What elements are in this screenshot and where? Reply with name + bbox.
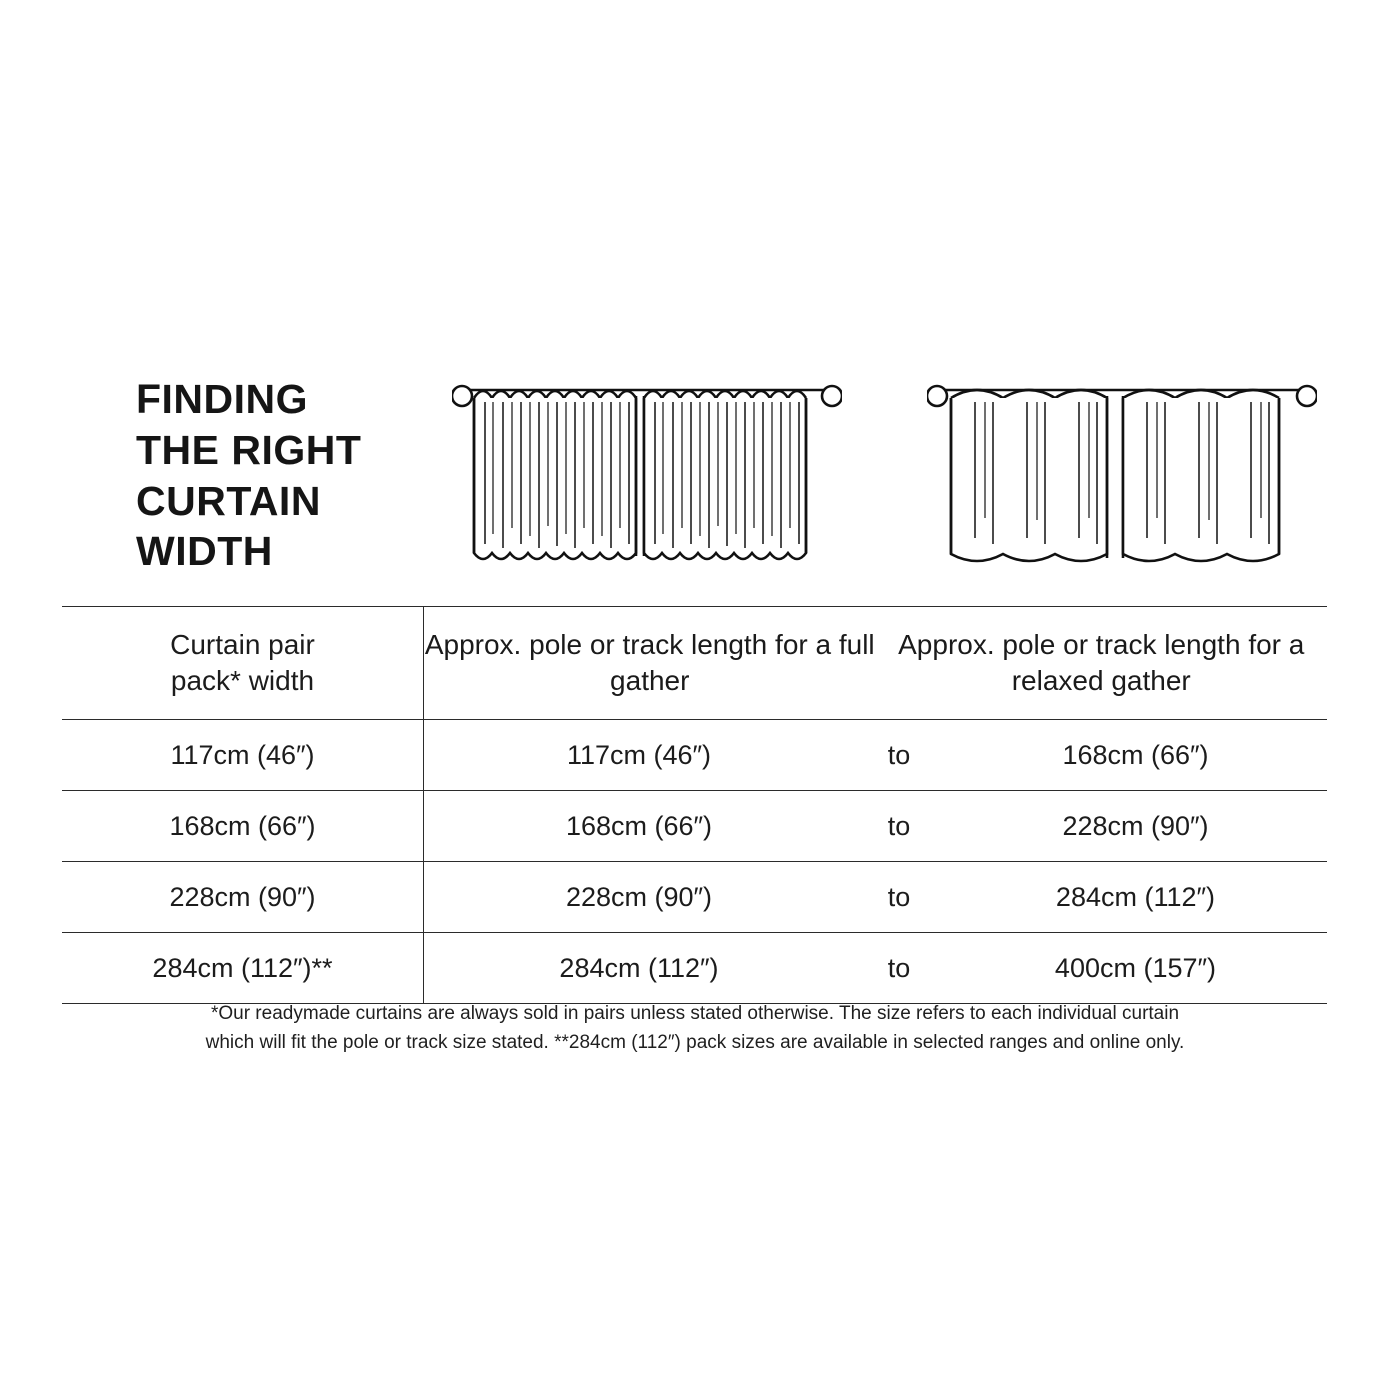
header-gather-columns xyxy=(424,607,1327,719)
illustrations xyxy=(392,362,1327,583)
header-pack-width xyxy=(62,607,424,719)
cell-full-gather: 117cm (46″) xyxy=(566,739,712,770)
title-line-4: WIDTH xyxy=(136,528,273,575)
full-gather-curtain-illustration xyxy=(452,368,842,583)
header-full-gather xyxy=(424,607,876,719)
cell-full-gather: 284cm (112″) xyxy=(559,952,719,983)
table-row xyxy=(62,720,1327,791)
table-header-row xyxy=(62,606,1327,720)
header-pack-width-line-1: Curtain pair xyxy=(170,628,315,660)
cell-pack-width: 117cm (46″) xyxy=(62,720,424,790)
cell-connector: to xyxy=(887,881,911,912)
cell-relaxed-gather: 284cm (112″) xyxy=(1055,881,1216,912)
title-line-2: THE RIGHT xyxy=(136,426,362,473)
header xyxy=(62,362,1327,602)
header-relaxed-gather-line-2: for a relaxed gather xyxy=(1011,628,1305,696)
table-row xyxy=(62,933,1327,1004)
footnote xyxy=(120,1000,1270,1057)
cell-connector: to xyxy=(887,739,911,770)
title-line-1: FINDING xyxy=(136,376,309,422)
title-line-3: CURTAIN xyxy=(136,477,321,524)
cell-pack-width: 284cm (112″)** xyxy=(62,933,424,1003)
header-relaxed-gather-line-1: Approx. pole or track length xyxy=(898,628,1241,660)
relaxed-gather-curtain-illustration xyxy=(927,368,1317,583)
table-row xyxy=(62,862,1327,933)
header-full-gather-line-1: Approx. pole or track xyxy=(424,628,684,660)
cell-pack-width: 168cm (66″) xyxy=(62,791,424,861)
footnote-line-1: *Our readymade curtains are always sold in pairs unless stated otherwise. The size refers to each individual curtain xyxy=(210,1003,1180,1024)
cell-full-gather: 228cm (90″) xyxy=(565,881,713,912)
header-relaxed-gather xyxy=(876,607,1328,719)
cell-relaxed-gather: 168cm (66″) xyxy=(1062,739,1209,770)
cell-connector: to xyxy=(887,952,911,983)
page-title xyxy=(62,362,392,577)
cell-relaxed-gather: 228cm (90″) xyxy=(1062,810,1209,841)
header-pack-width-line-2: pack* width xyxy=(170,665,315,696)
cell-connector: to xyxy=(887,810,911,841)
header-full-gather-line-2: length for a full gather xyxy=(610,628,875,696)
table-row xyxy=(62,791,1327,862)
cell-full-gather: 168cm (66″) xyxy=(565,810,713,841)
footnote-line-2: which will fit the pole or track size stated. **284cm (112″) pack sizes are available in selected ranges and online only. xyxy=(205,1031,1185,1053)
curtain-width-table xyxy=(62,606,1327,1004)
cell-pack-width: 228cm (90″) xyxy=(62,862,424,932)
cell-relaxed-gather: 400cm (157″) xyxy=(1054,952,1217,983)
